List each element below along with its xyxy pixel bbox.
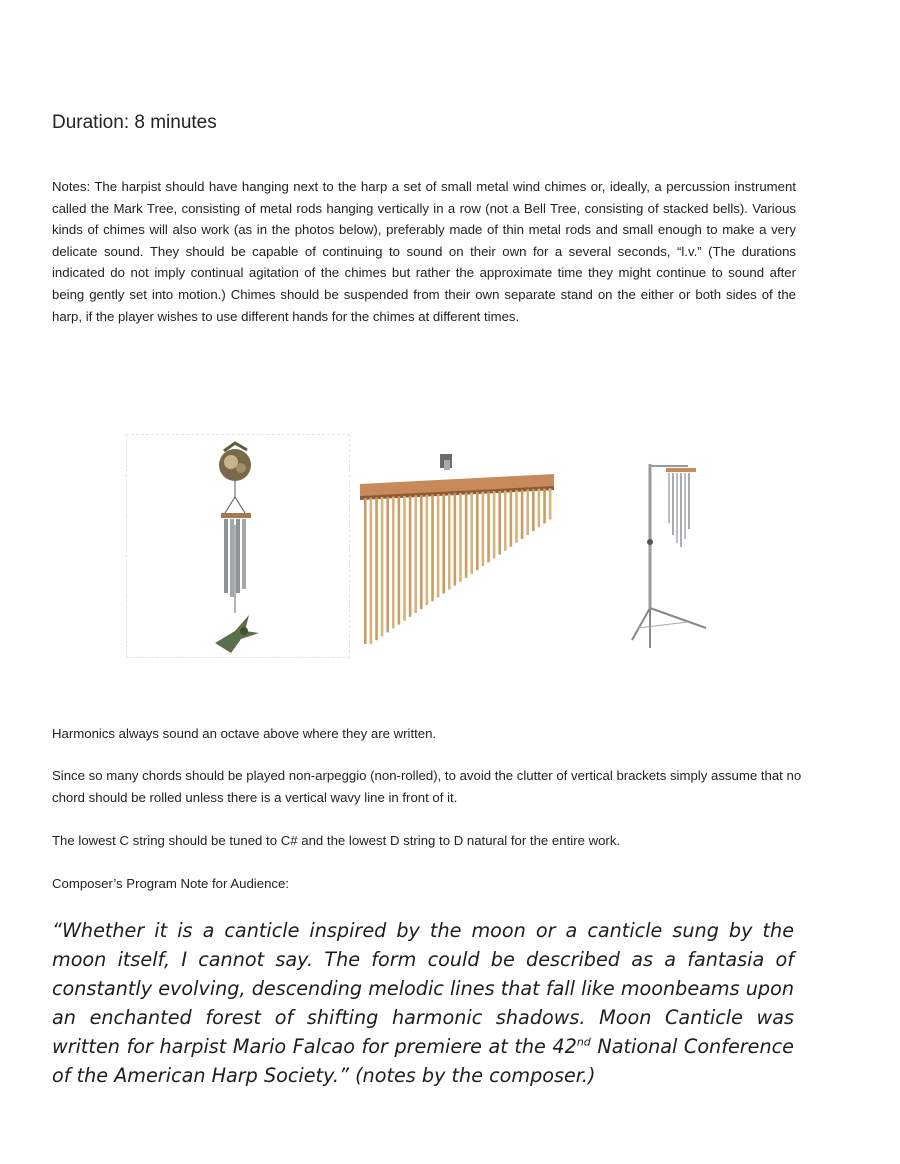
mark-tree-icon <box>358 452 560 644</box>
mark-tree-rod <box>510 490 513 546</box>
harmonics-note: Harmonics always sound an octave above where they are written. <box>52 726 437 741</box>
chime-photos <box>120 430 720 662</box>
program-note-heading: Composer’s Program Note for Audience: <box>52 876 290 891</box>
mark-tree-rod <box>375 497 378 640</box>
mark-tree-rod <box>437 494 440 597</box>
mark-tree-rod <box>392 497 395 629</box>
duration-line: Duration: 8 minutes <box>52 112 217 133</box>
mark-tree-rod <box>431 494 434 601</box>
mark-tree-rod <box>521 490 524 539</box>
mark-tree-rod <box>504 491 507 551</box>
mark-tree-rod <box>498 491 501 555</box>
mark-tree-rod <box>538 489 541 527</box>
chords-note: Since so many chords should be played non-arpeggio (non-rolled), to avoid the clutter of vertical brackets simply assume that no chord should be rolled unless there is a vertical wavy line in front of it. <box>52 768 802 805</box>
mark-tree-rod <box>442 494 445 594</box>
mark-tree-rod <box>476 492 479 570</box>
mark-tree-rod <box>448 494 451 590</box>
mark-tree-rod <box>398 496 401 624</box>
mark-tree-rod <box>403 496 406 621</box>
program-note-quote <box>52 916 794 1090</box>
mark-tree-rod <box>454 493 457 585</box>
mark-tree-rod <box>370 498 373 644</box>
mark-tree-rod <box>515 490 518 543</box>
mark-tree-rod <box>426 495 429 605</box>
mark-tree-rod <box>414 495 417 613</box>
mark-tree-rod <box>409 496 412 617</box>
mark-tree-rod <box>532 489 535 531</box>
mark-tree-rod <box>381 497 384 636</box>
mark-tree-rod <box>493 491 496 558</box>
ordinal-suffix: nd <box>576 1035 591 1049</box>
mark-tree-rod <box>364 498 367 644</box>
tuning-note: The lowest C string should be tuned to C# and the lowest D string to D natural for the entire work. <box>52 833 621 848</box>
mark-tree-rod <box>526 489 529 535</box>
mark-tree-rod <box>420 495 423 609</box>
performance-notes: Notes: The harpist should have hanging next to the harp a set of small metal wind chimes or, ideally, a percussion instrument called the Mark Tree, consisting of metal rods hanging vertically in a row (not a Bell Tree, consisting of stacked bells). Various kinds of chimes will also work (as in the photos below), preferably made of thin metal rods and small enough to make a very delicate sound. They should be capable of continuing to sound on their own for a several seconds, “l.v.” (The durations indicated do not imply continual agitation of the chimes but rather the approximate time they might continue to sound after being gently set into motion.) Chimes should be suspended from their own separate stand on the either or both sides of the harp, if the player wishes to use different hands for the chimes at different times. <box>52 179 796 324</box>
mark-tree-rod <box>470 492 473 574</box>
quote-text-end: National Conference of the American Harp Society.” (notes by the composer.) <box>52 1035 794 1087</box>
mark-tree-rod <box>386 497 389 633</box>
mark-tree-rod <box>487 492 490 563</box>
quote-text-start: “Whether it is a canticle inspired by the moon or a canticle sung by the moon itself, I cannot say. The form could be described as a fantasia of constantly evolving, descending melodic lines that fall like moonbeams upon an enchanted forest of shifting harmonic shadows. Moon Canticle was written for harpist Mario Falcao for premiere at the 42 <box>52 919 794 1058</box>
mark-tree-rod <box>543 489 546 524</box>
mark-tree-rod <box>465 493 468 578</box>
mark-tree-rod <box>482 492 485 566</box>
chime-stand-icon <box>628 458 718 652</box>
mark-tree-rod <box>459 493 462 582</box>
mark-tree-rod <box>549 488 552 519</box>
wind-chime-bird-icon <box>126 434 350 658</box>
